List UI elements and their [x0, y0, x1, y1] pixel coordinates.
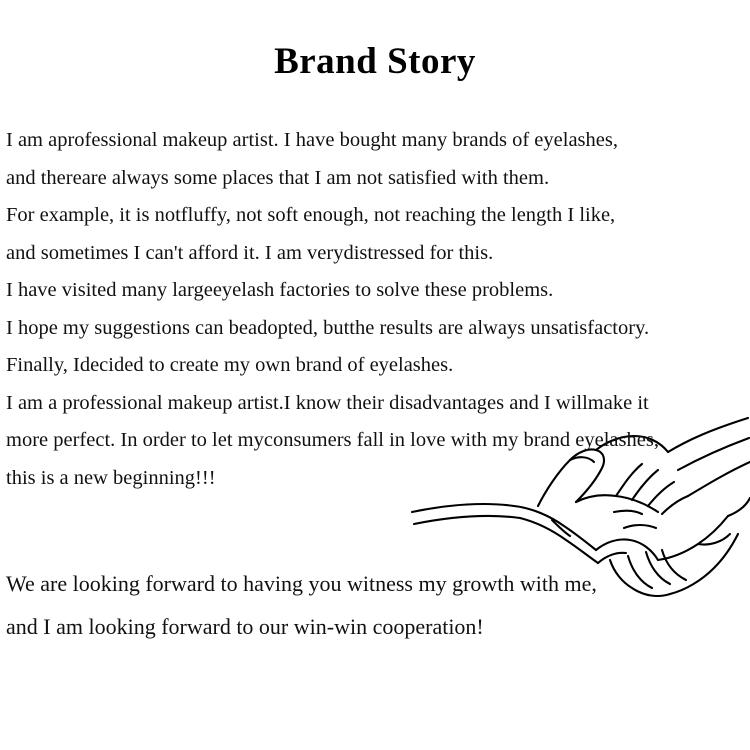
body-line: For example, it is notfluffy, not soft enough, not reaching the length I like,: [6, 204, 616, 226]
body-line: Finally, Idecided to create my own brand of eyelashes.: [6, 354, 454, 376]
closing-line: We are looking forward to having you witness my growth with me,: [6, 571, 597, 596]
body-line: this is a new beginning!!!: [6, 466, 216, 489]
body-line: I am aprofessional makeup artist. I have bought many brands of eyelashes,: [6, 129, 618, 151]
body-text-block: [6, 122, 748, 497]
body-line: and thereare always some places that I am not satisfied with them.: [6, 166, 550, 189]
page-title: Brand Story: [274, 41, 476, 82]
body-line: I am a professional makeup artist.I know their disadvantages and I willmake it: [6, 391, 649, 414]
body-line: more perfect. In order to let myconsumers fall in love with my brand eyelashes,: [6, 429, 659, 451]
body-line: I have visited many largeeyelash factories to solve these problems.: [6, 279, 554, 301]
body-line: I hope my suggestions can beadopted, butthe results are always unsatisfactory.: [6, 316, 650, 339]
body-line: and sometimes I can't afford it. I am verydistressed for this.: [6, 241, 494, 264]
closing-text-block: [6, 562, 750, 648]
closing-line: and I am looking forward to our win-win cooperation!: [6, 614, 484, 639]
